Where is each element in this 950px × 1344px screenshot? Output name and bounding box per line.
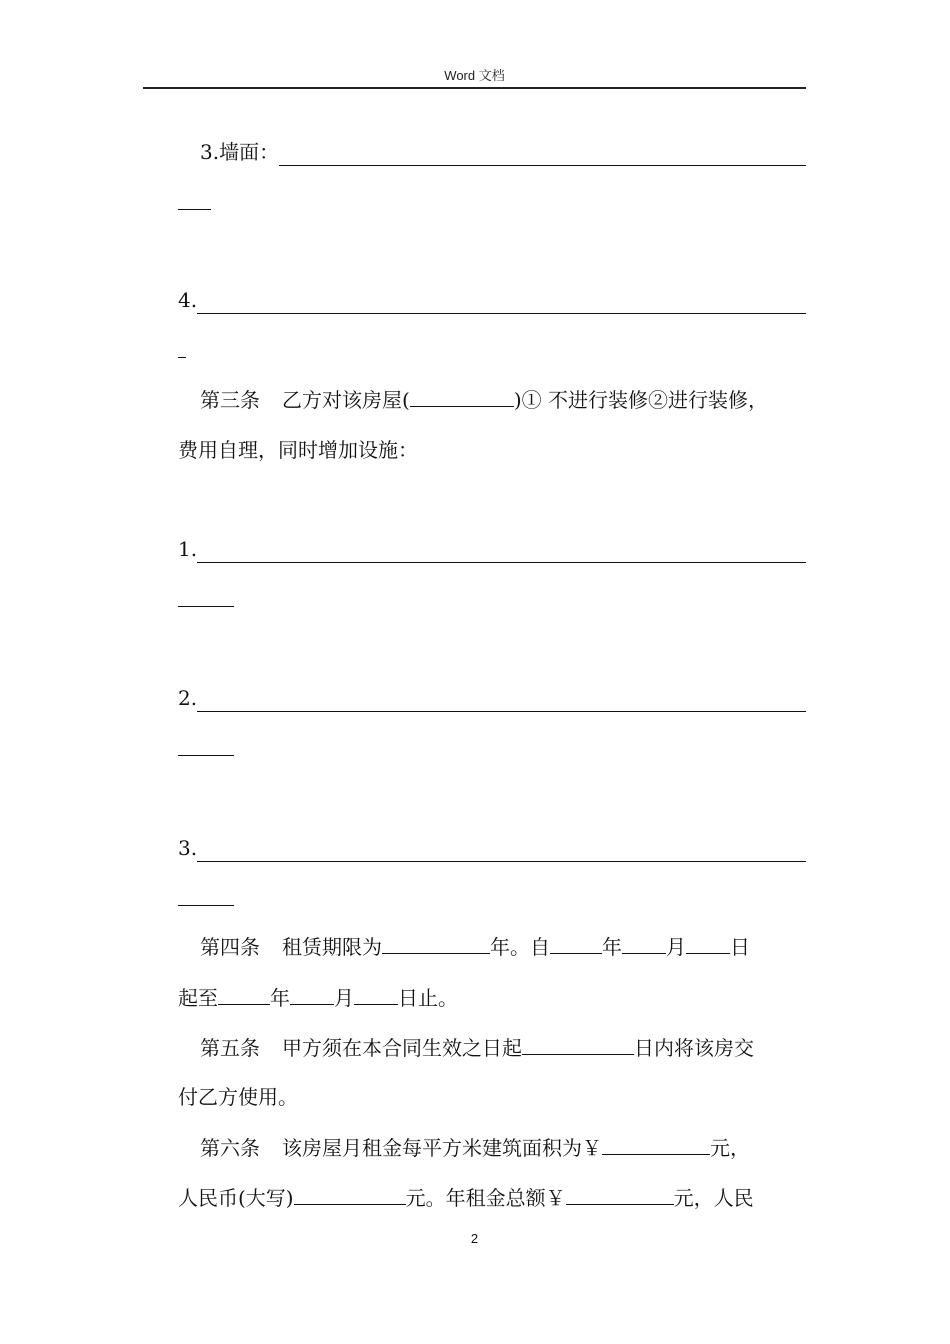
facility-1-blank-continued[interactable]: [178, 585, 234, 607]
article-4-end-year-text: 年: [270, 986, 290, 1010]
article-4-line-2: [178, 983, 806, 1012]
facility-1-line: [178, 535, 806, 563]
article-4-year-text: 年: [602, 935, 622, 959]
article-6-line-1: [178, 1133, 806, 1162]
article-4-month-text: 月: [666, 935, 686, 959]
article-4-end-day-text: 日止。: [398, 986, 458, 1010]
article-4-until-text: 起至: [178, 986, 218, 1010]
rent-uppercase-blank[interactable]: [294, 1183, 406, 1205]
article-4-line-1: [178, 932, 806, 961]
facility-2-blank[interactable]: [197, 690, 806, 712]
wall-item-continuation: [178, 188, 806, 217]
facility-2-continuation: [178, 734, 806, 763]
facility-3-label: 3.: [178, 836, 198, 860]
facility-3-continuation: [178, 884, 806, 913]
article-3-label: 第三条: [200, 388, 260, 412]
facility-2-line: [178, 684, 806, 712]
article-3-text-after: )① 不进行装修②进行装修，: [513, 388, 768, 412]
article-6-label: 第六条: [200, 1136, 260, 1160]
facility-1-label: 1.: [178, 537, 198, 561]
article-5-line-1: [178, 1033, 806, 1062]
article-4-term-text: 租赁期限为: [282, 935, 382, 959]
annual-rent-blank[interactable]: [566, 1183, 674, 1205]
wall-blank[interactable]: [279, 144, 806, 166]
article-5-line-2: 付乙方使用。: [178, 1085, 298, 1109]
item-4-line: [178, 286, 806, 314]
page-number: 2: [470, 1231, 479, 1246]
handover-days-blank[interactable]: [522, 1033, 634, 1055]
item-4-blank-continued[interactable]: [178, 336, 186, 358]
article-6-text-5: 元，人民: [673, 1186, 754, 1210]
wall-blank-continued[interactable]: [178, 188, 211, 210]
facility-2-blank-continued[interactable]: [178, 734, 234, 756]
start-day-blank[interactable]: [686, 932, 730, 954]
article-6-text-4: 元。年租金总额￥: [405, 1186, 566, 1210]
header-rule: [143, 87, 806, 89]
start-year-blank[interactable]: [550, 932, 602, 954]
start-month-blank[interactable]: [622, 932, 666, 954]
article-6-text-2: 元，: [710, 1136, 750, 1160]
page-header: Word 文档: [444, 68, 505, 83]
wall-item-label: 3.墙面：: [200, 140, 280, 164]
article-4-end-month-text: 月: [334, 986, 354, 1010]
facility-1-continuation: [178, 585, 806, 614]
end-day-blank[interactable]: [354, 983, 398, 1005]
article-4-from-text: 年。自: [490, 935, 550, 959]
item-4-continuation: [178, 336, 806, 365]
article-3-line-2: 费用自理，同时增加设施：: [178, 438, 418, 462]
article-5-label: 第五条: [200, 1036, 260, 1060]
article-3-house-blank[interactable]: [410, 385, 514, 407]
article-6-line-2: [178, 1183, 806, 1212]
monthly-rent-blank[interactable]: [602, 1133, 710, 1155]
facility-3-line: [178, 834, 806, 862]
article-6-text-1: 该房屋月租金每平方米建筑面积为￥: [282, 1136, 602, 1160]
facility-3-blank[interactable]: [197, 840, 806, 862]
facility-2-label: 2.: [178, 686, 198, 710]
end-year-blank[interactable]: [218, 983, 270, 1005]
lease-years-blank[interactable]: [382, 932, 490, 954]
article-4-day-text: 日: [730, 935, 750, 959]
facility-1-blank[interactable]: [197, 541, 806, 563]
item-4-label: 4.: [178, 288, 198, 312]
article-3-line-1: [178, 385, 806, 414]
article-6-text-3: 人民币(大写): [178, 1186, 294, 1210]
wall-item-line: [178, 138, 806, 166]
article-3-text-before: 乙方对该房屋(: [282, 388, 410, 412]
end-month-blank[interactable]: [290, 983, 334, 1005]
facility-3-blank-continued[interactable]: [178, 884, 234, 906]
article-5-text-2: 日内将该房交: [634, 1036, 754, 1060]
item-4-blank[interactable]: [197, 292, 806, 314]
article-5-text-1: 甲方须在本合同生效之日起: [282, 1036, 522, 1060]
article-4-label: 第四条: [200, 935, 260, 959]
